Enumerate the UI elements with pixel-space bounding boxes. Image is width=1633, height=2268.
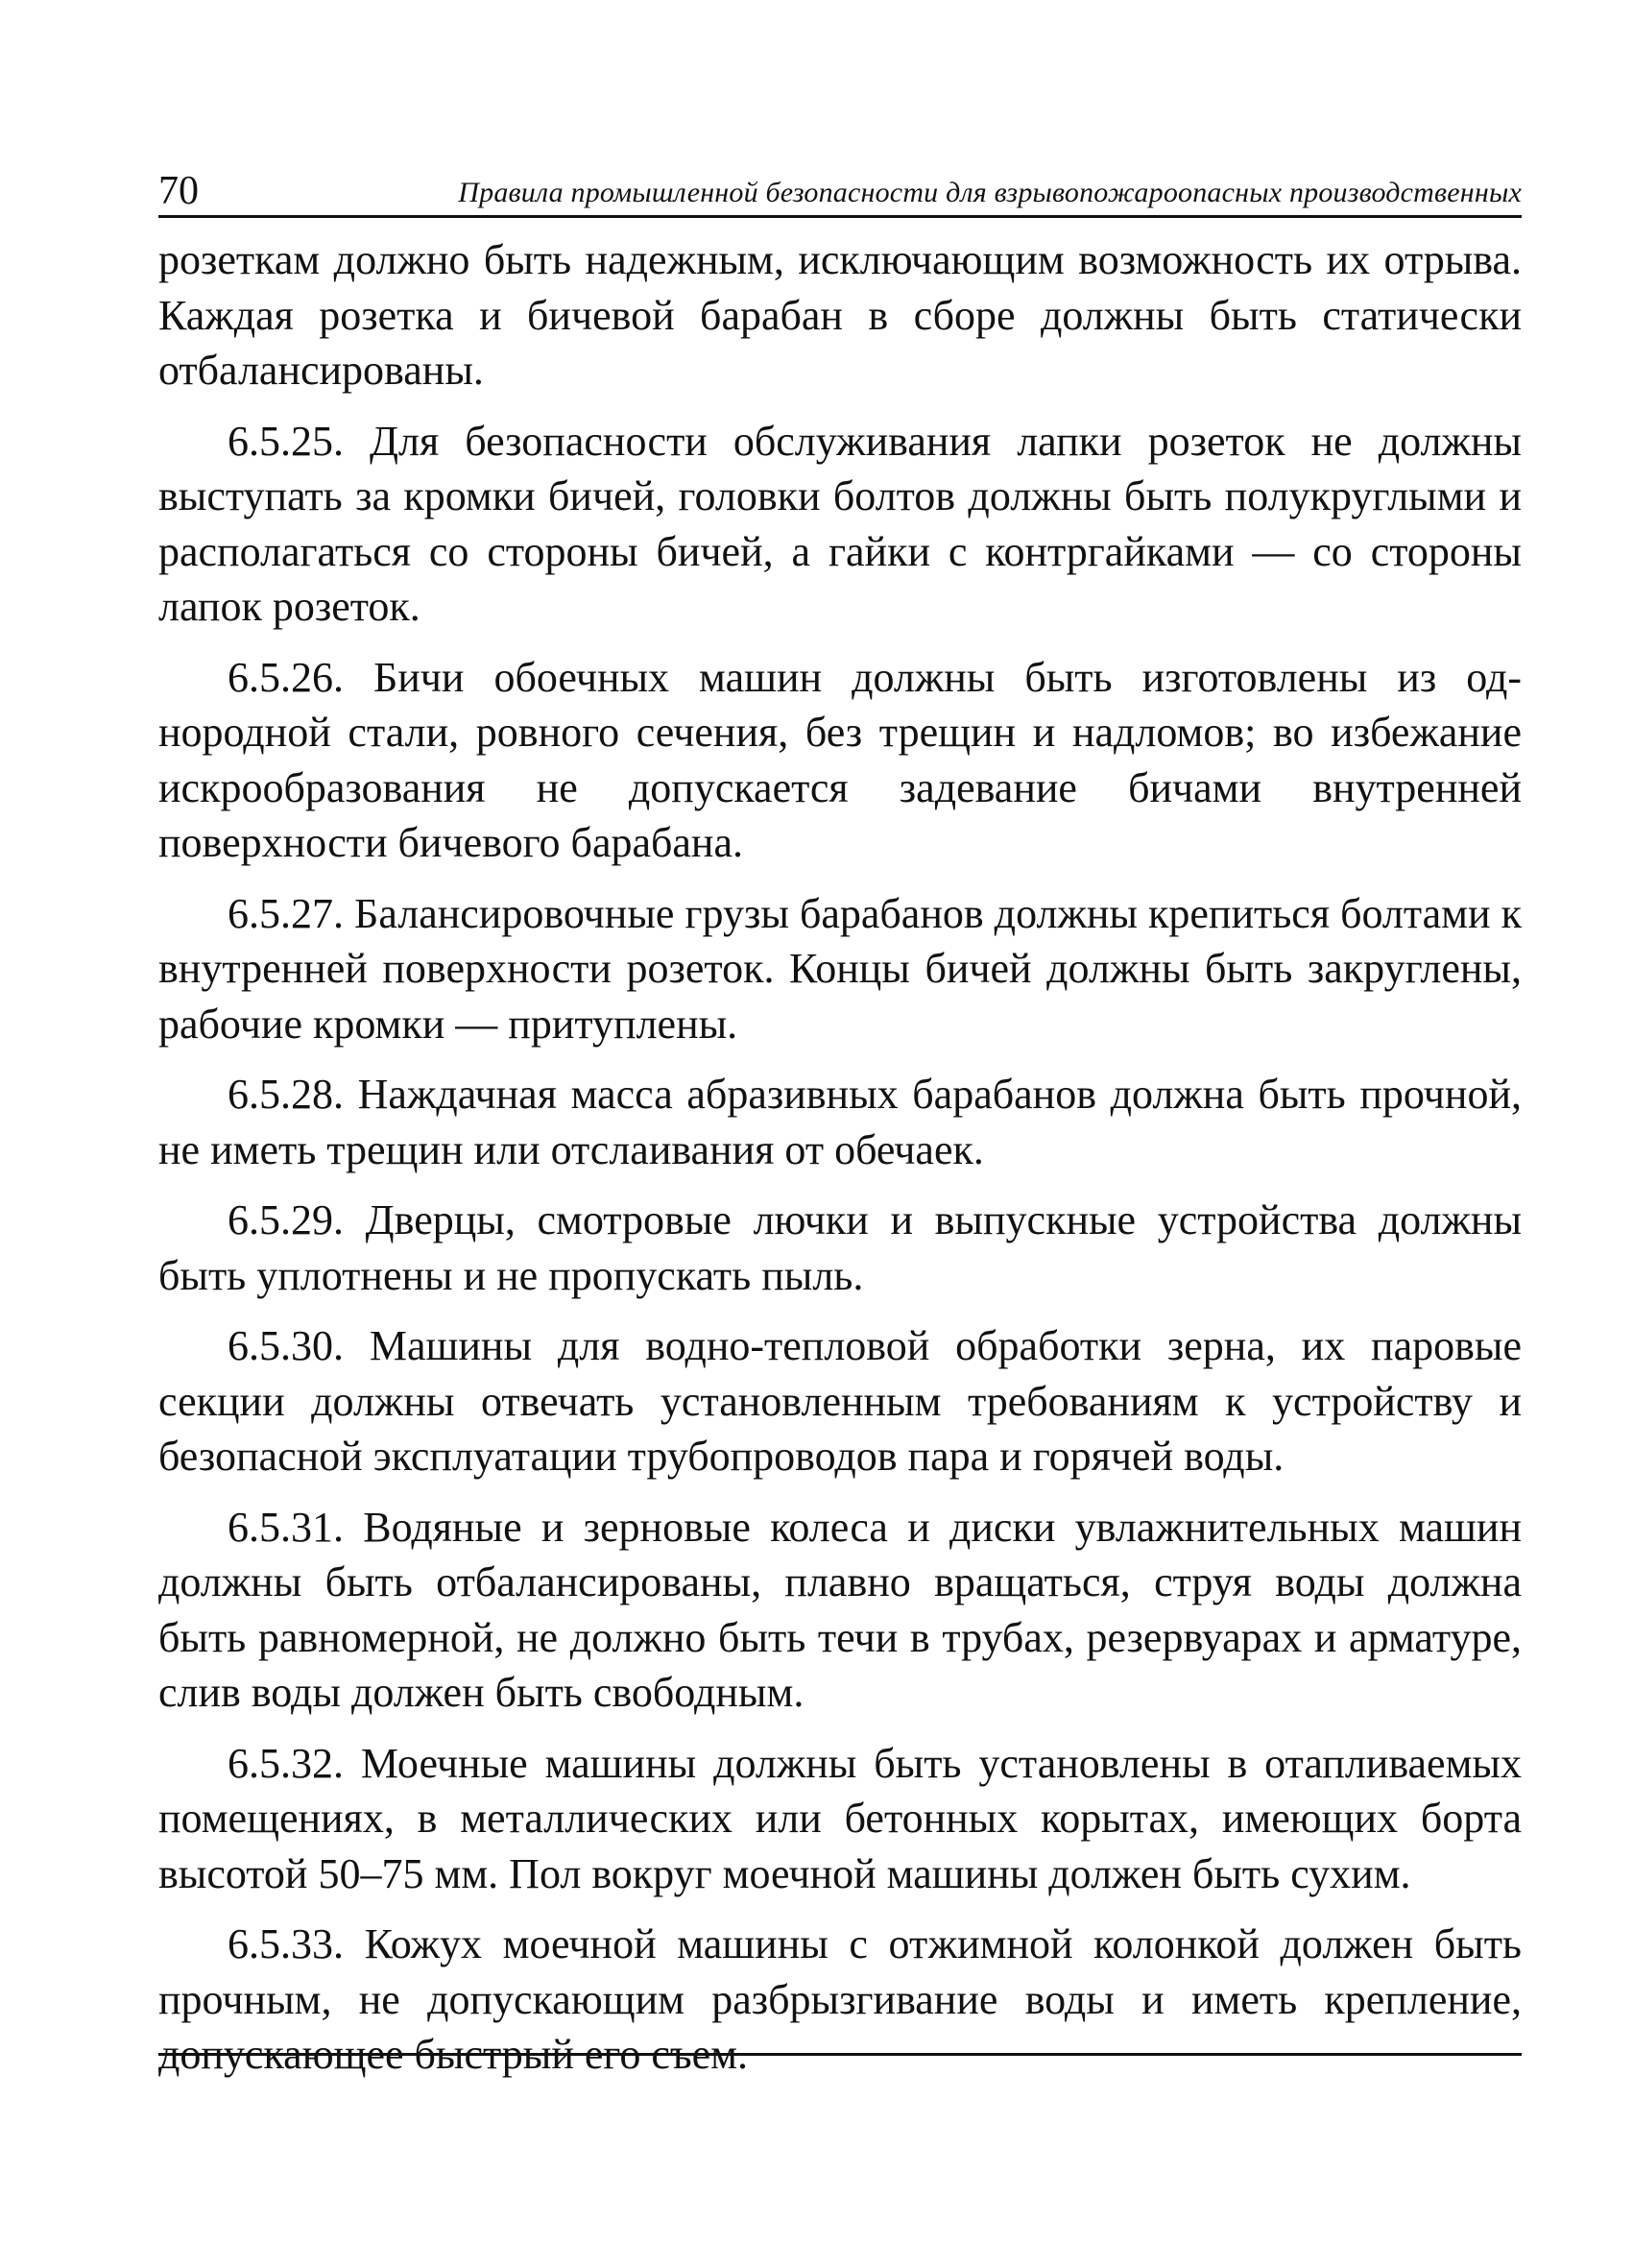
paragraph-6-5-28: 6.5.28. Наждачная масса абразивных барабанов должна быть прочной, не иметь трещин или отслаивания от обечаек. — [158, 1071, 1522, 1173]
paragraph-6-5-31: 6.5.31. Водяные и зерновые колеса и диски увлажнительных машин должны быть отбалансированы, плавно вращаться, струя воды должна быть равномерной, не должно быть течи в трубах, резервуарах и арматуре, слив воды должен быть свободным. — [158, 1503, 1522, 1716]
running-title: Правила промышленной безопасности для взрывопожароопасных производственных — [458, 177, 1522, 208]
page-number: 70 — [158, 169, 199, 213]
page-header — [158, 154, 1522, 218]
paragraph-6-5-32: 6.5.32. Моечные машины должны быть установлены в отапливаемых помещениях, в металлических или бетонных корытах, имеющих борта высотой 50–75 мм. Пол вокруг моечной машины должен быть сухим. — [158, 1739, 1522, 1897]
paragraph-6-5-33: 6.5.33. Кожух моечной машины с отжимной колонкой должен быть прочным, не допускающим разбрызгивание воды и иметь крепление, допускающее быстрый его съем. — [158, 1920, 1522, 2078]
paragraph-6-5-27: 6.5.27. Балансировочные грузы барабанов должны крепиться болтами к внутренней поверхности розеток. Концы бичей должны быть закруглены, рабочие кромки — притуплены. — [158, 889, 1522, 1048]
paragraph-6-5-25: 6.5.25. Для безопасности обслуживания лапки розеток не должны выступать за кромки бичей, головки болтов должны быть полукруглыми и располагаться со стороны бичей, а гайки с контргайками — со стороны лапок розеток. — [158, 417, 1522, 630]
paragraph-6-5-29: 6.5.29. Дверцы, смотровые лючки и выпускные устройства должны быть уплотнены и не пропускать пыль. — [158, 1196, 1522, 1299]
paragraph-6-5-26: 6.5.26. Бичи обоечных машин должны быть изготовлены из однородной стали, ровного сечения, без трещин и надломов; во избежание искрообразования не допускается задевание бичами внутренней поверхности бичевого барабана. — [158, 653, 1522, 866]
paragraph-continuation: розеткам должно быть надежным, исключающим возможность их отрыва. Каждая розетка и бичевой барабан в сборе должны быть статически отбалансированы. — [158, 236, 1522, 394]
paragraph-6-5-30: 6.5.30. Машины для водно-тепловой обработки зерна, их паровые секции должны отвечать установленным требованиям к устройству и безопасной эксплуатации трубопроводов пара и горячей воды. — [158, 1322, 1522, 1480]
footer-rule — [158, 2053, 1522, 2056]
body-text — [158, 232, 1522, 2083]
